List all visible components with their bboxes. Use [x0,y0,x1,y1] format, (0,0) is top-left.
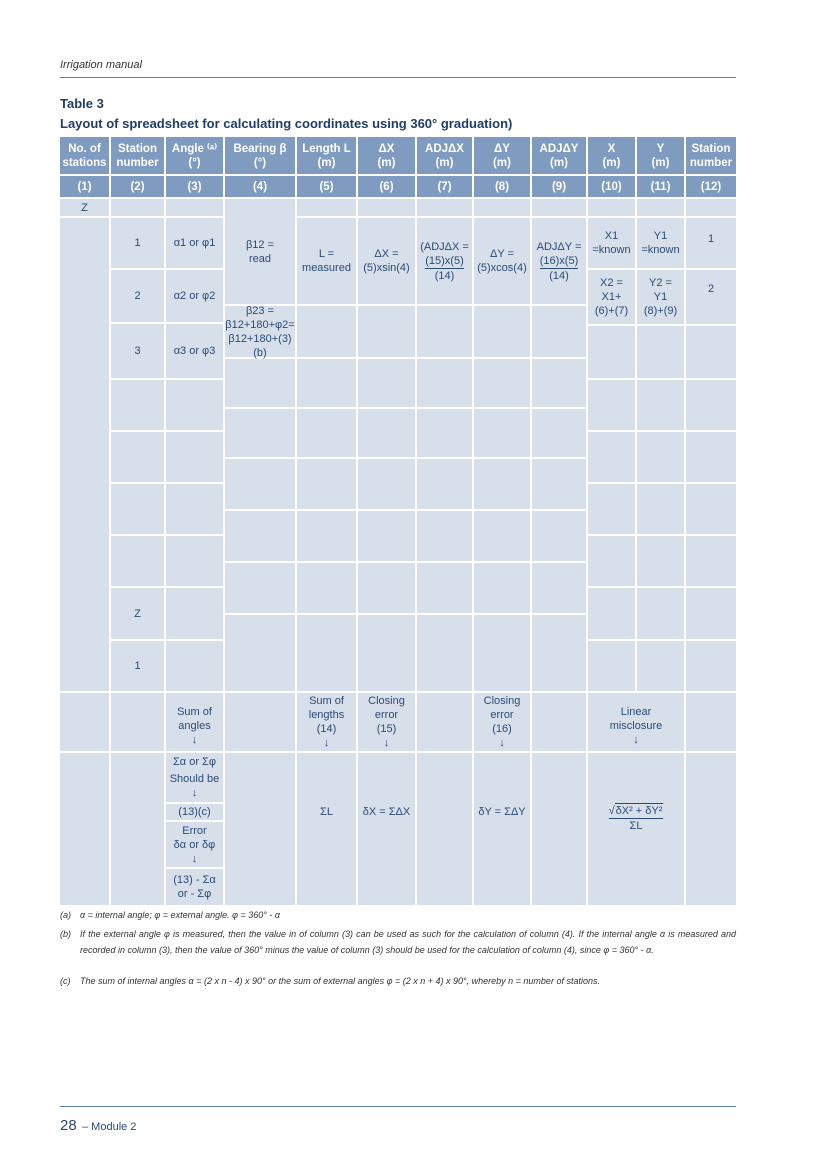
length-empty [297,459,358,511]
station-right-empty [686,380,736,432]
colnum-9: (9) [532,176,588,199]
x-empty [588,380,637,432]
dy-formula: ΔY = (5)xcos(4) [474,218,532,306]
station-right-empty [686,536,736,588]
result-col7 [417,753,474,905]
header-x: X (m) [588,137,637,176]
dx-empty [358,511,417,563]
delta-x-sum: δX = ΣΔX [358,753,417,905]
bearing-empty [225,615,297,693]
footnote-a: (a) α = internal angle; φ = external angle. φ = 360° - α [60,910,280,920]
adj-dy-empty [532,615,588,693]
footnote-c: (c) The sum of internal angles α = (2 x n - 4) x 90° or the sum of external angles φ = (2 x n + 4) x 90°, whereby n = number of stations. [60,976,600,986]
adj-dx-empty [417,306,474,359]
station-right-top [686,199,736,218]
bearing-empty [225,511,297,563]
station-right-2: 2 [686,270,736,326]
station-right-empty [686,432,736,484]
adj-dy-empty [532,511,588,563]
header-no-of-stations: No. of stations [60,137,111,176]
angle-2: α2 or φ2 [166,270,225,324]
y-empty [637,588,686,641]
colnum-4: (4) [225,176,297,199]
bearing-empty [225,409,297,459]
dy-empty [474,359,532,409]
dy-empty [474,511,532,563]
station-cell [111,199,166,218]
adj-dy-top [532,199,588,218]
x2-formula: X2 = X1+ (6)+(7) [588,270,637,326]
angle-empty [166,432,225,484]
footer-rule [60,1106,736,1107]
station-1: 1 [111,218,166,270]
sum-of-lengths: Sum of lengths (14) ↓ [297,693,358,753]
summary-col12 [686,693,736,753]
y-empty [637,536,686,588]
y-empty [637,484,686,536]
no-of-stations-body [60,218,111,693]
x1-known: X1 =known [588,218,637,270]
angle-empty [166,536,225,588]
header-station-number-right: Station number [686,137,736,176]
angle-empty [166,588,225,641]
x-empty [588,484,637,536]
length-formula: L = measured [297,218,358,306]
colnum-3: (3) [166,176,225,199]
station-empty [111,484,166,536]
summary-col1 [60,693,111,753]
result-col4 [225,753,297,905]
adj-dy-empty [532,359,588,409]
length-empty [297,306,358,359]
adj-dx-empty [417,359,474,409]
no-of-stations-z: Z [60,199,111,218]
station-right-empty [686,484,736,536]
misclosure-formula: $\frac{\text{√δX² + δY²}}{\Sigma L}$ [588,753,686,905]
angle-3: α3 or φ3 [166,324,225,380]
station-z: Z [111,588,166,641]
y-empty [637,641,686,693]
colnum-2: (2) [111,176,166,199]
result-col9 [532,753,588,905]
dx-empty [358,409,417,459]
length-empty [297,359,358,409]
x-top [588,199,637,218]
x-empty [588,641,637,693]
length-empty [297,615,358,693]
error: Error δα or δφ ↓ [166,822,225,869]
y-empty [637,380,686,432]
station-empty [111,536,166,588]
adj-dx-empty [417,409,474,459]
summary-col4 [225,693,297,753]
angle-empty [166,380,225,432]
summary-col9 [532,693,588,753]
x-empty [588,326,637,380]
adj-dx-empty [417,563,474,615]
closing-error-x: Closing error (15) ↓ [358,693,417,753]
dy-empty [474,306,532,359]
dy-top [474,199,532,218]
dx-empty [358,459,417,511]
x-empty [588,536,637,588]
header-angle: Angle ⁽ᵃ⁾ (°) [166,137,225,176]
should-be: Should be ↓ [166,770,225,804]
dx-empty [358,359,417,409]
dx-empty [358,563,417,615]
colnum-11: (11) [637,176,686,199]
adj-dx-empty [417,615,474,693]
sum-of-angles: Sum of angles ↓ [166,693,225,753]
table-label: Table 3 [60,96,104,111]
module-label: – Module 2 [82,1121,137,1133]
result-col2 [111,753,166,905]
station-right-empty [686,326,736,380]
result-col12 [686,753,736,905]
colnum-6: (6) [358,176,417,199]
bearing-12: β12 = read [225,199,297,306]
running-header: Irrigation manual [60,59,142,71]
station-right-1: 1 [686,218,736,270]
station-1-end: 1 [111,641,166,693]
table-title: Layout of spreadsheet for calculating coordinates using 360° graduation) [60,116,513,131]
header-bearing: Bearing β (°) [225,137,297,176]
dx-empty [358,306,417,359]
adj-dx-empty [417,459,474,511]
linear-misclosure: Linear misclosure ↓ [588,693,686,753]
bearing-23: β23 = β12+180+φ2= β12+180+(3)(b) [225,306,297,359]
error-value: (13) - Σα or - Σφ [166,869,225,905]
station-empty [111,380,166,432]
dx-formula: ΔX = (5)xsin(4) [358,218,417,306]
station-3: 3 [111,324,166,380]
adj-dx-empty [417,511,474,563]
footnote-b: (b) If the external angle φ is measured, then the value in of column (3) can be used as such for the calculation of column (4). If the internal angle α is measured and recorded in column (3), then the value of 360° minus the value of column (3) should be used for the calculation of column (4), since φ = 360° - α. [60,929,736,955]
colnum-12: (12) [686,176,736,199]
angle-1: α1 or φ1 [166,218,225,270]
header-adj-delta-y: ADJΔY (m) [532,137,588,176]
sigma-l: ΣL [297,753,358,905]
header-y: Y (m) [637,137,686,176]
summary-col7 [417,693,474,753]
header-length: Length L (m) [297,137,358,176]
adj-dy-empty [532,306,588,359]
colnum-7: (7) [417,176,474,199]
station-right-empty [686,641,736,693]
bearing-empty [225,359,297,409]
sum-alpha: Σα or Σφ [166,753,225,770]
bearing-empty [225,459,297,511]
adj-dy-empty [532,459,588,511]
length-empty [297,563,358,615]
header-delta-y: ΔY (m) [474,137,532,176]
colnum-5: (5) [297,176,358,199]
closing-error-y: Closing error (16) ↓ [474,693,532,753]
page-number: 28 [60,1117,77,1134]
coordinates-table [60,137,736,905]
adj-dy-formula: ADJΔY = $\frac{(16)x(5)}{(14)}$ [532,218,588,306]
x-empty [588,588,637,641]
colnum-8: (8) [474,176,532,199]
y-empty [637,432,686,484]
length-empty [297,409,358,459]
y2-formula: Y2 = Y1 (8)+(9) [637,270,686,326]
header-adj-delta-x: ADJΔX (m) [417,137,474,176]
adj-dx-formula: (ADJΔX = $\frac{(15)x(5)}{(14)}$ [417,218,474,306]
dx-top [358,199,417,218]
dy-empty [474,459,532,511]
station-2: 2 [111,270,166,324]
colnum-10: (10) [588,176,637,199]
header-rule [60,77,736,78]
adj-dx-top [417,199,474,218]
result-col1 [60,753,111,905]
y-top [637,199,686,218]
station-empty [111,432,166,484]
y1-known: Y1 =known [637,218,686,270]
angle-cell [166,199,225,218]
dy-empty [474,563,532,615]
y-empty [637,326,686,380]
adj-dy-empty [532,563,588,615]
header-delta-x: ΔX (m) [358,137,417,176]
dy-empty [474,409,532,459]
delta-y-sum: δY = ΣΔY [474,753,532,905]
header-station-number: Station number [111,137,166,176]
station-right-empty [686,588,736,641]
angle-empty [166,641,225,693]
bearing-empty [225,563,297,615]
colnum-1: (1) [60,176,111,199]
dy-empty [474,615,532,693]
dx-empty [358,615,417,693]
length-top [297,199,358,218]
summary-col2 [111,693,166,753]
x-empty [588,432,637,484]
length-empty [297,511,358,563]
adj-dy-empty [532,409,588,459]
should-value: (13)(c) [166,804,225,822]
angle-empty [166,484,225,536]
